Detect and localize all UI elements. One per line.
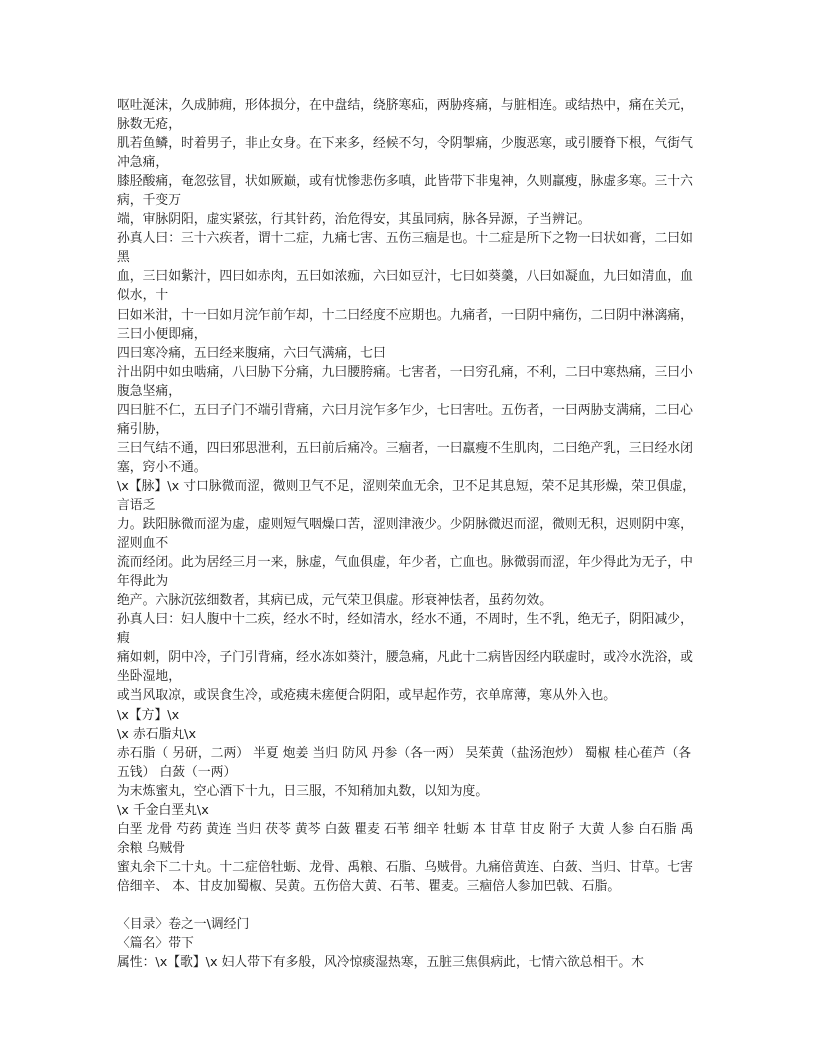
attribute-line: 属性：\x【歌】\x 妇人带下有多般，风冷惊痰湿热寒，五脏三焦俱病此，七情六欲总相干。木: [117, 955, 644, 971]
text-line: 孙真人曰：三十六疾者，谓十二症，九痛七害、五伤三痼是也。十二症是所下之物一曰状如膏，二曰如黑: [117, 231, 693, 266]
text-line: 曰如米泔，十一曰如月浣乍前乍却，十二曰经度不应期也。九痛者，一曰阴中痛伤，二曰阴中淋漓痛，三曰小便即痛，: [117, 307, 693, 342]
text-line: 血，三曰如紫汁，四曰如赤肉，五曰如浓痂，六曰如豆汁，七曰如葵羹，八曰如凝血，九曰如清血，血似水，十: [117, 269, 693, 304]
text-line: 肌若鱼鳞，时着男子，非止女身。在下来多，经候不匀，令阴掣痛，少腹恶寒，或引腰脊下根，气街气冲急痛，: [117, 136, 693, 171]
text-line: 为末炼蜜丸，空心酒下十九，日三服，不知稍加丸数，以知为度。: [117, 783, 489, 799]
text-line: 白垩 龙骨 芍药 黄连 当归 茯苓 黄芩 白蔹 瞿麦 石苇 细辛 牡蛎 本 甘草 甘皮 附子 大黄 人参 白石脂 禹余粮 乌贼骨: [117, 821, 694, 856]
text-line: 或当风取凉，或误食生冷，或疮痍未瘥便合阴阳，或早起作劳，衣单席薄，寒从外入也。: [117, 688, 617, 704]
text-line: \x【脉】\x 寸口脉微而涩，微则卫气不足，涩则荣血无余，卫不足其息短，荣不足其形燥，荣卫俱虚，言语乏: [117, 478, 696, 513]
text-line: 膝胫酸痛，奄忽弦冒，状如厥巅，或有忧惨悲伤多嗔，此皆带下非鬼神，久则羸瘦，脉虚多寒。三十六病，千变万: [117, 174, 693, 209]
text-line: \x【方】\x: [117, 707, 180, 723]
toc-line: 〈目录〉卷之一\调经门: [117, 917, 250, 933]
text-line: 呕吐涎沫，久成肺痈，形体损分，在中盘结，绕脐寒疝，两胁疼痛，与脏相连。或结热中，痛在关元，脉数无疮，: [117, 98, 693, 133]
text-line: 三曰气结不通，四曰邪思泄利，五曰前后痛冷。三痼者，一曰羸瘦不生肌肉，二曰绝产乳，三曰经水闭塞，窍小不通。: [117, 440, 693, 475]
text-line: \x 千金白垩丸\x: [117, 802, 209, 818]
text-line: 蜜丸余下二十丸。十二症倍牡蛎、龙骨、禹粮、石脂、乌贼骨。九痛倍黄连、白蔹、当归、甘草。七害: [117, 859, 693, 875]
text-line-blank: [117, 896, 700, 915]
text-line: 流而经闭。此为居经三月一来，脉虚，气血俱虚，年少者，亡血也。脉微弱而涩，年少得此为无子，中年得此为: [117, 555, 693, 590]
text-line: 力。趺阳脉微而涩为虚，虚则短气咽燥口苦，涩则津液少。少阴脉微迟而涩，微则无积，迟则阴中寒，涩则血不: [117, 517, 693, 552]
document-text-block: [117, 96, 700, 972]
section-name-line: 〈篇名〉带下: [117, 936, 194, 952]
text-line: \x 赤石脂丸\x: [117, 726, 197, 742]
text-line: 端，审脉阴阳，虚实紧弦，行其针药，治危得安，其虽同病，脉各异源，子当辨记。: [117, 212, 591, 228]
text-line: 孙真人曰：妇人腹中十二疾，经水不时，经如清水，经水不通，不周时，生不乳，绝无子，阴阳减少，瘕: [117, 612, 693, 647]
text-line: 痛如刺，阴中冷，子门引背痛，经水冻如葵汁，腰急痛，凡此十二病皆因经内联虚时，或冷水洗浴，或坐卧湿地，: [117, 650, 693, 685]
text-line: 汁出阴中如虫啮痛，八曰胁下分痛，九曰腰胯痛。七害者，一曰穷孔痛，不利，二曰中寒热痛，三曰小腹急坚痛，: [117, 364, 693, 399]
text-line: 倍细辛、 本、甘皮加蜀椒、吴黄。五伤倍大黄、石苇、瞿麦。三痼倍人参加巴戟、石脂。: [117, 878, 621, 894]
text-line: 四曰寒冷痛，五曰经来腹痛，六曰气满痛，七曰: [117, 345, 386, 361]
text-line: 赤石脂（ 另研，二两） 半夏 炮姜 当归 防风 丹参（各一两） 吴茱黄（盐汤泡炒） 蜀椒 桂心萑芦（各五钱） 白蔹（一两）: [117, 745, 692, 780]
text-line: 四曰脏不仁，五曰子门不端引背痛，六曰月浣乍多乍少，七曰害吐。五伤者，一曰两胁支满痛，二曰心痛引胁，: [117, 402, 693, 437]
text-line: 绝产。六脉沉弦细数者，其病已成，元气荣卫俱虚。形衰神怯者，虽药勿效。: [117, 593, 553, 609]
